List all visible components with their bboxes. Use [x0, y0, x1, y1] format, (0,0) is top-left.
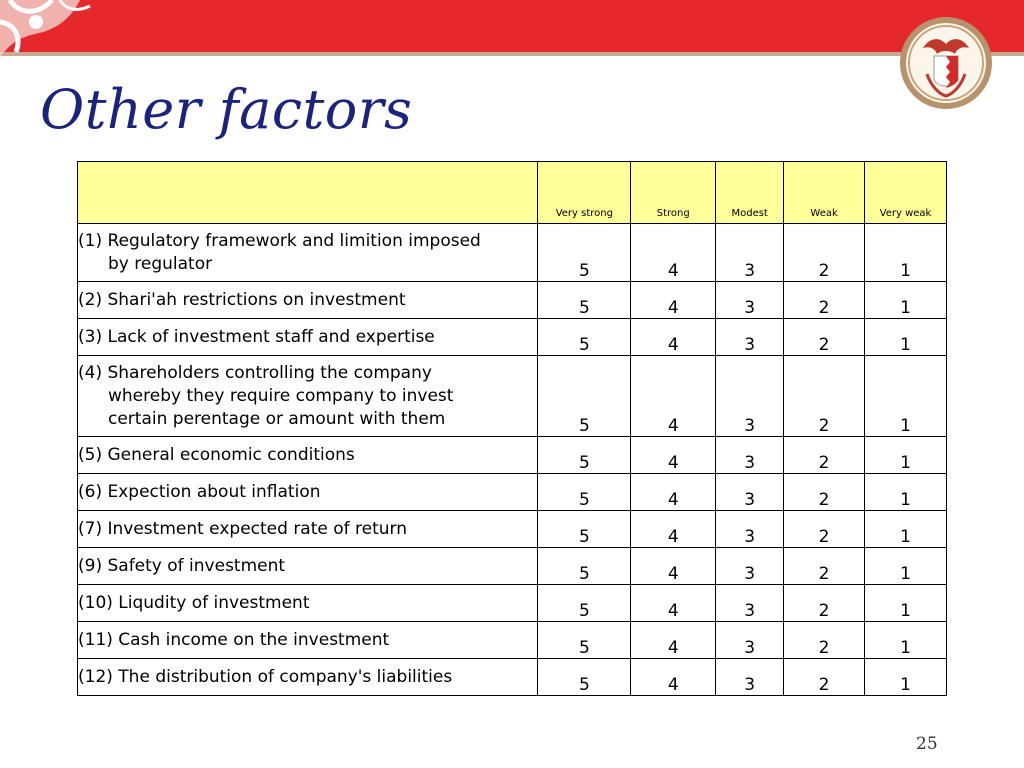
table-row [78, 585, 947, 622]
score-cell: 4 [631, 659, 716, 696]
score-cell: 5 [538, 474, 631, 511]
score-cell: 1 [865, 548, 947, 585]
factor-label: (10) Liqudity of investment [78, 592, 310, 613]
score-cell: 5 [538, 622, 631, 659]
score-cell: 4 [631, 356, 716, 437]
score-cell: 4 [631, 585, 716, 622]
score-cell: 4 [631, 511, 716, 548]
score-cell: 3 [716, 659, 784, 696]
factor-label: (11) Cash income on the investment [78, 629, 390, 650]
table-row [78, 659, 947, 696]
factor-cell [78, 659, 538, 696]
column-header: Very strong [538, 162, 631, 224]
factor-cell [78, 585, 538, 622]
table-row [78, 319, 947, 356]
score-cell: 1 [865, 622, 947, 659]
factor-cell [78, 224, 538, 282]
score-cell: 5 [538, 659, 631, 696]
score-cell: 1 [865, 511, 947, 548]
factor-label: (7) Investment expected rate of return [78, 518, 408, 539]
score-cell: 3 [716, 282, 784, 319]
score-cell: 4 [631, 224, 716, 282]
factor-label: (1) Regulatory framework and limition imposed [78, 230, 481, 251]
score-cell: 2 [784, 356, 865, 437]
table-row [78, 548, 947, 585]
slide-title: Other factors [40, 78, 413, 141]
score-cell: 5 [538, 437, 631, 474]
score-cell: 4 [631, 474, 716, 511]
factor-cell [78, 548, 538, 585]
factor-cell [78, 511, 538, 548]
score-cell: 3 [716, 622, 784, 659]
table-row [78, 622, 947, 659]
table-row [78, 224, 947, 282]
score-cell: 1 [865, 659, 947, 696]
factor-label-continuation: whereby they require company to invest [108, 385, 454, 406]
table-row [78, 437, 947, 474]
score-cell: 2 [784, 224, 865, 282]
page-number: 25 [916, 734, 938, 754]
score-cell: 1 [865, 474, 947, 511]
score-cell: 3 [716, 474, 784, 511]
score-cell: 5 [538, 548, 631, 585]
factor-cell [78, 474, 538, 511]
factor-label: (12) The distribution of company's liabilities [78, 666, 453, 687]
score-cell: 3 [716, 437, 784, 474]
factor-cell [78, 622, 538, 659]
score-cell: 2 [784, 282, 865, 319]
score-cell: 5 [538, 585, 631, 622]
factor-cell [78, 319, 538, 356]
score-cell: 1 [865, 437, 947, 474]
factor-label: (3) Lack of investment staff and expertise [78, 326, 435, 347]
score-cell: 4 [631, 548, 716, 585]
score-cell: 1 [865, 319, 947, 356]
score-cell: 4 [631, 622, 716, 659]
factor-label-continuation: by regulator [108, 253, 213, 274]
score-cell: 3 [716, 585, 784, 622]
score-cell: 5 [538, 282, 631, 319]
score-cell: 3 [716, 356, 784, 437]
score-cell: 3 [716, 511, 784, 548]
arabesque-ornament-icon [0, 0, 110, 64]
top-red-bar [0, 0, 1024, 52]
score-cell: 3 [716, 224, 784, 282]
score-cell: 2 [784, 622, 865, 659]
factor-label-continuation: certain perentage or amount with them [108, 408, 446, 429]
factor-cell [78, 356, 538, 437]
factor-label: (4) Shareholders controlling the company [78, 362, 432, 383]
score-cell: 5 [538, 356, 631, 437]
score-cell: 1 [865, 585, 947, 622]
score-cell: 2 [784, 511, 865, 548]
score-cell: 5 [538, 319, 631, 356]
score-cell: 1 [865, 282, 947, 319]
score-cell: 2 [784, 548, 865, 585]
table-row [78, 282, 947, 319]
table-header-row [78, 162, 947, 224]
column-header: Very weak [865, 162, 947, 224]
header-blank-cell [78, 162, 538, 224]
factor-label: (6) Expection about inflation [78, 481, 321, 502]
score-cell: 2 [784, 319, 865, 356]
table-row [78, 474, 947, 511]
score-cell: 3 [716, 319, 784, 356]
score-cell: 2 [784, 437, 865, 474]
factor-cell [78, 282, 538, 319]
score-cell: 4 [631, 437, 716, 474]
column-header: Strong [631, 162, 716, 224]
top-bar-border [0, 52, 1024, 56]
factor-label: (5) General economic conditions [78, 444, 355, 465]
score-cell: 2 [784, 585, 865, 622]
table-row [78, 511, 947, 548]
score-cell: 5 [538, 224, 631, 282]
column-header: Modest [716, 162, 784, 224]
factors-table [77, 161, 947, 696]
score-cell: 1 [865, 356, 947, 437]
factor-label: (9) Safety of investment [78, 555, 286, 576]
column-header: Weak [784, 162, 865, 224]
score-cell: 5 [538, 511, 631, 548]
table-body [78, 224, 947, 696]
table-row [78, 356, 947, 437]
score-cell: 4 [631, 319, 716, 356]
bahrain-emblem-icon [897, 14, 995, 112]
score-cell: 4 [631, 282, 716, 319]
score-cell: 3 [716, 548, 784, 585]
score-cell: 2 [784, 474, 865, 511]
score-cell: 1 [865, 224, 947, 282]
score-cell: 2 [784, 659, 865, 696]
factor-label: (2) Shari'ah restrictions on investment [78, 289, 406, 310]
factor-cell [78, 437, 538, 474]
